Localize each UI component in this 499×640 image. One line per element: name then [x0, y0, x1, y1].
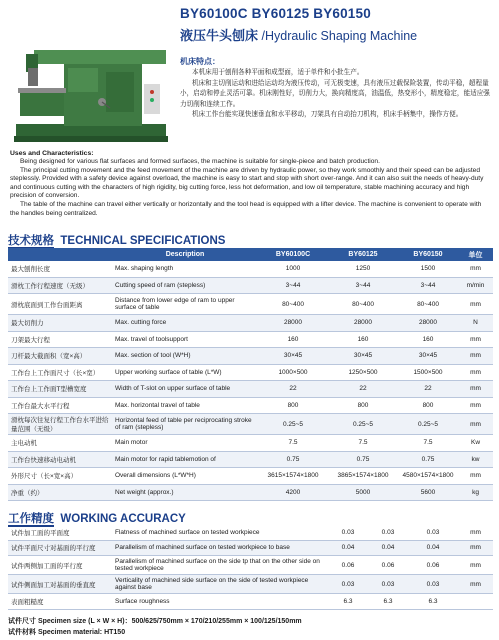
- acc-row: [8, 540, 493, 556]
- spec-cn-label: 刀架最大行程: [8, 331, 112, 348]
- spec-unit: m/min: [458, 277, 493, 294]
- spec-unit: mm: [458, 348, 493, 365]
- acc-unit: mm: [458, 575, 493, 594]
- model-numbers: BY60100C BY60125 BY60150: [180, 6, 371, 21]
- spec-value-by60150: 160: [398, 331, 458, 348]
- acc-value-by60125: 0.03: [368, 575, 408, 594]
- specs-table: [8, 248, 493, 501]
- acc-value-by60100c: 0.04: [328, 540, 368, 556]
- acc-description: Verticality of machined side surface on the side of tested workpiece against base: [112, 575, 328, 594]
- spec-value-by60150: 1500: [398, 261, 458, 277]
- spec-unit: mm: [458, 261, 493, 277]
- acc-unit: mm: [458, 540, 493, 556]
- spec-cn-label: 净重（约）: [8, 484, 112, 501]
- specs-title-en: TECHNICAL SPECIFICATIONS: [60, 235, 226, 247]
- spec-unit: N: [458, 315, 493, 332]
- spec-value-by60125: 160: [328, 331, 398, 348]
- acc-cn-label: 试件加工面的平面度: [8, 525, 112, 540]
- spec-value-by60150: 7.5: [398, 435, 458, 452]
- specs-title-cn: 技术规格: [8, 235, 54, 247]
- spec-row: [8, 397, 493, 414]
- specs-header-blank: [8, 248, 112, 261]
- spec-unit: Kw: [458, 435, 493, 452]
- uses-paragraph: Being designed for various flat surfaces and formed surfaces, the machine is suitable for single-piece and batch production.: [20, 158, 380, 165]
- acc-description: Parallelism of machined surface on the side tp that on the other side on tested workpiece: [112, 556, 328, 575]
- spec-cn-label: 工作台最大水平行程: [8, 397, 112, 414]
- spec-description: Distance from lower edge of ram to upper surface of table: [112, 294, 258, 315]
- spec-value-by60150: 0.75: [398, 451, 458, 468]
- spec-description: Net weight (approx.): [112, 484, 258, 501]
- spec-description: Main motor for rapid tablemotion of: [112, 451, 258, 468]
- features-cn-paragraph: 本机床用于刨削各种平面和成型面，适于单件和小批生产。: [192, 69, 364, 76]
- acc-row: [8, 525, 493, 540]
- spec-cn-label: 滑枕工作行程速度（无级）: [8, 277, 112, 294]
- features-cn-heading: 机床特点：: [180, 57, 220, 66]
- specs-header-unit: 单位: [458, 248, 493, 261]
- acc-row: [8, 556, 493, 575]
- spec-description: Max. horizontal travel of table: [112, 397, 258, 414]
- spec-row: [8, 315, 493, 332]
- spec-value-by60125: 0.75: [328, 451, 398, 468]
- acc-description: Flatness of machined surface on tested workpiece: [112, 525, 328, 540]
- spec-value-by60100c: 28000: [258, 315, 328, 332]
- acc-value-by60150: 0.03: [408, 525, 458, 540]
- spec-unit: kg: [458, 484, 493, 501]
- specs-section-title: [8, 232, 225, 248]
- acc-value-by60125: 6.3: [368, 594, 408, 610]
- title-en: Hydraulic Shaping Machine: [264, 29, 418, 43]
- acc-description: Parallelism of machined surface on tested workpiece to base: [112, 540, 328, 556]
- spec-description: Max. cutting force: [112, 315, 258, 332]
- spec-value-by60150: 3~44: [398, 277, 458, 294]
- spec-value-by60150: 5600: [398, 484, 458, 501]
- spec-value-by60125: 22: [328, 381, 398, 398]
- spec-unit: mm: [458, 381, 493, 398]
- spec-row: [8, 435, 493, 452]
- spec-value-by60100c: 0.25~5: [258, 414, 328, 435]
- spec-cn-label: 工作台上工作面尺寸（长×宽）: [8, 364, 112, 381]
- acc-unit: mm: [458, 525, 493, 540]
- spec-value-by60125: 5000: [328, 484, 398, 501]
- spec-value-by60125: 28000: [328, 315, 398, 332]
- acc-cn-label: 试件侧面加工对基面的垂直度: [8, 575, 112, 594]
- specimen-material: 试件材料 Specimen material: HT150: [8, 629, 126, 636]
- specs-header-by60125: BY60125: [328, 248, 398, 261]
- spec-value-by60150: 80~400: [398, 294, 458, 315]
- spec-cn-label: 最大刨削长度: [8, 261, 112, 277]
- uses-text: [10, 158, 492, 218]
- spec-value-by60125: 800: [328, 397, 398, 414]
- spec-value-by60100c: 3~44: [258, 277, 328, 294]
- acc-cn-label: 试件平面尺寸对基面的平行度: [8, 540, 112, 556]
- uses-heading: Uses and Characteristics:: [10, 150, 94, 157]
- acc-value-by60150: 6.3: [408, 594, 458, 610]
- spec-description: Horizontal feed of table per reciprocating stroke of ram (stepless): [112, 414, 258, 435]
- specimen-size: 试件尺寸 Specimen size (L × W × H)：500/625/750mm × 170/210/255mm × 100/125/150mm: [8, 618, 302, 625]
- spec-cn-label: 滑枕底面到工作台面距离: [8, 294, 112, 315]
- spec-value-by60150: 800: [398, 397, 458, 414]
- spec-unit: mm: [458, 331, 493, 348]
- uses-paragraph: The table of the machine can travel either vertically or horizontally and the tool head is equipped with a lifter device. The machine is convenient to operate with the handles being centralized.: [10, 200, 482, 217]
- spec-value-by60150: 0.25~5: [398, 414, 458, 435]
- specs-header-by60100c: BY60100C: [258, 248, 328, 261]
- spec-row: [8, 277, 493, 294]
- spec-value-by60150: 1500×500: [398, 364, 458, 381]
- spec-description: Overall dimensions (L*W*H): [112, 468, 258, 485]
- features-cn-paragraph: 机床工作台能实现快速垂直和水平移动，刀架具有自动抬刀机构，机床手柄集中，操作方便。: [192, 111, 463, 119]
- title-cn: 液压牛头刨床: [180, 28, 259, 43]
- spec-cn-label: 外形尺寸（长×宽×高）: [8, 468, 112, 485]
- spec-row: [8, 348, 493, 365]
- spec-value-by60100c: 0.75: [258, 451, 328, 468]
- specs-header-by60150: BY60150: [398, 248, 458, 261]
- spec-description: Cutting speed of ram (stepless): [112, 277, 258, 294]
- page-title: [180, 25, 417, 44]
- spec-description: Max. shaping length: [112, 261, 258, 277]
- spec-row: [8, 451, 493, 468]
- spec-value-by60125: 3~44: [328, 277, 398, 294]
- spec-value-by60150: 4580×1574×1800: [398, 468, 458, 485]
- spec-value-by60125: 1250: [328, 261, 398, 277]
- spec-value-by60100c: 80~400: [258, 294, 328, 315]
- spec-row: [8, 414, 493, 435]
- spec-row: [8, 381, 493, 398]
- spec-description: Max. travel of toolsupport: [112, 331, 258, 348]
- accuracy-title-en: WORKING ACCURACY: [60, 513, 186, 525]
- spec-unit: mm: [458, 397, 493, 414]
- acc-description: Surface roughness: [112, 594, 328, 610]
- spec-row: [8, 331, 493, 348]
- features-cn-text: [180, 68, 490, 121]
- spec-unit: mm: [458, 364, 493, 381]
- spec-value-by60150: 30×45: [398, 348, 458, 365]
- accuracy-table: [8, 525, 493, 610]
- spec-cn-label: 最大切削力: [8, 315, 112, 332]
- spec-description: Max. section of tool (W*H): [112, 348, 258, 365]
- acc-value-by60100c: 6.3: [328, 594, 368, 610]
- spec-value-by60100c: 30×45: [258, 348, 328, 365]
- acc-value-by60125: 0.06: [368, 556, 408, 575]
- acc-value-by60125: 0.04: [368, 540, 408, 556]
- spec-row: [8, 294, 493, 315]
- acc-row: [8, 594, 493, 610]
- acc-value-by60150: 0.06: [408, 556, 458, 575]
- accuracy-section-title: [8, 510, 186, 526]
- spec-row: [8, 484, 493, 501]
- machine-photo: [6, 28, 176, 146]
- acc-value-by60125: 0.03: [368, 525, 408, 540]
- spec-row: [8, 364, 493, 381]
- spec-row: [8, 468, 493, 485]
- specs-header-row: [8, 248, 493, 261]
- acc-unit: [458, 594, 493, 610]
- spec-value-by60100c: 160: [258, 331, 328, 348]
- spec-cn-label: 工作台快速移动电动机: [8, 451, 112, 468]
- spec-unit: mm: [458, 294, 493, 315]
- spec-value-by60125: 3865×1574×1800: [328, 468, 398, 485]
- acc-value-by60150: 0.03: [408, 575, 458, 594]
- acc-value-by60100c: 0.03: [328, 525, 368, 540]
- specs-header-description: Description: [112, 248, 258, 261]
- spec-value-by60100c: 22: [258, 381, 328, 398]
- spec-row: [8, 261, 493, 277]
- spec-description: Upper working surface of table (L*W): [112, 364, 258, 381]
- spec-cn-label: 工作台上工作面T型槽宽度: [8, 381, 112, 398]
- spec-value-by60125: 0.25~5: [328, 414, 398, 435]
- accuracy-title-cn: 工作精度: [8, 513, 54, 525]
- spec-cn-label: 主电动机: [8, 435, 112, 452]
- spec-value-by60125: 80~400: [328, 294, 398, 315]
- spec-description: Main motor: [112, 435, 258, 452]
- spec-description: Width of T-slot on upper surface of table: [112, 381, 258, 398]
- spec-value-by60100c: 3615×1574×1800: [258, 468, 328, 485]
- features-cn-paragraph: 机床和主切削运动和进给运动均为液压传动，可无极变速，具有液压过载保险装置，传动平稳，超程量小，启动和停止灵活可靠。机床刚性好，切削力大，换向精度高，油温低，热变形小，精度稳定，能适应强力切削和连续工作。: [180, 79, 490, 108]
- uses-paragraph: The principal cutting movement and the feed movement of the machine are driven by hydraulic power, so they work smoothly and their speed can be adjusted steplessly. Provided with a safety device against overload, the machine is easy to start and stop with short over-range. And it can also suit the needs of heavy-duty and continuous cutting with the characters of high rigidity, big cutting force, less hot deformation, and low oil temperature, stable machining accuracy and high precision of conversion.: [10, 166, 484, 200]
- spec-value-by60125: 7.5: [328, 435, 398, 452]
- spec-value-by60100c: 4200: [258, 484, 328, 501]
- spec-value-by60100c: 800: [258, 397, 328, 414]
- spec-value-by60100c: 1000×500: [258, 364, 328, 381]
- spec-value-by60150: 22: [398, 381, 458, 398]
- acc-value-by60100c: 0.06: [328, 556, 368, 575]
- spec-value-by60125: 30×45: [328, 348, 398, 365]
- acc-unit: mm: [458, 556, 493, 575]
- title-separator: /: [258, 29, 265, 43]
- acc-row: [8, 575, 493, 594]
- spec-unit: mm: [458, 414, 493, 435]
- acc-cn-label: 试件两侧加工面的平行度: [8, 556, 112, 575]
- spec-value-by60100c: 1000: [258, 261, 328, 277]
- acc-value-by60150: 0.04: [408, 540, 458, 556]
- spec-value-by60100c: 7.5: [258, 435, 328, 452]
- acc-cn-label: 表面粗糙度: [8, 594, 112, 610]
- spec-cn-label: 滑枕每次往复行程工作台水平进给量范围（无级）: [8, 414, 112, 435]
- spec-unit: mm: [458, 468, 493, 485]
- spec-cn-label: 刀杆最大截面积（宽×高）: [8, 348, 112, 365]
- spec-unit: kw: [458, 451, 493, 468]
- spec-value-by60125: 1250×500: [328, 364, 398, 381]
- acc-value-by60100c: 0.03: [328, 575, 368, 594]
- spec-value-by60150: 28000: [398, 315, 458, 332]
